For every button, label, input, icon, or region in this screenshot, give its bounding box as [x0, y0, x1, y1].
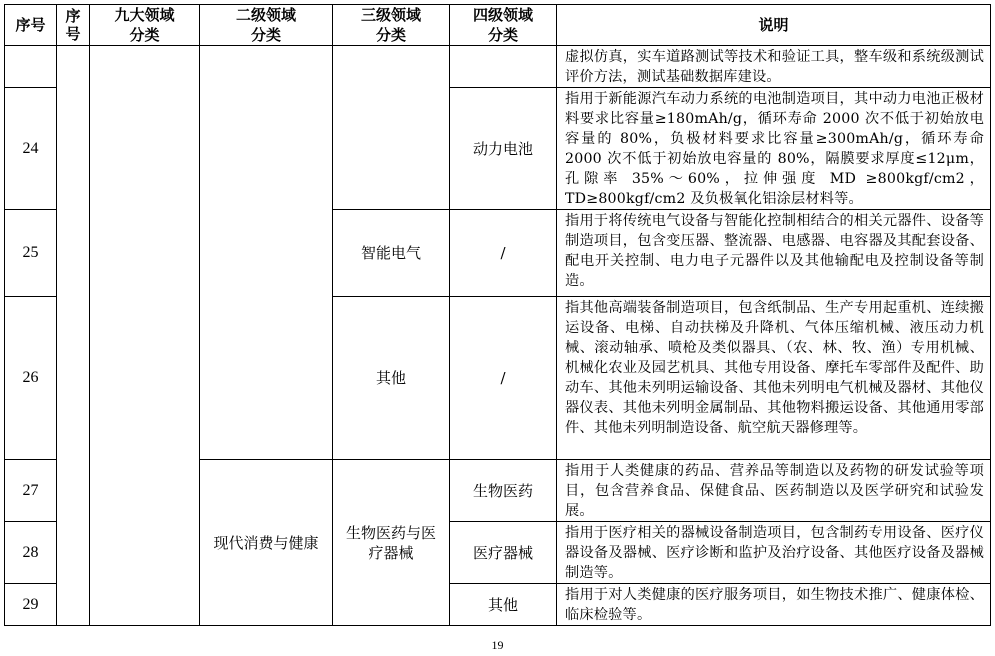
- row-level3: 智能电气: [333, 210, 450, 297]
- row-seq: 24: [5, 88, 57, 210]
- row-level4: [450, 46, 557, 88]
- row-desc: 指用于人类健康的药品、营养品等制造以及药物的研发试验等项目，包含营养食品、保健食品、医药制造以及医学研究和试验发展。: [557, 460, 991, 522]
- row-desc: 指其他高端装备制造项目，包含纸制品、生产专用起重机、连续搬运设备、电梯、自动扶梯及升降机、气体压缩机械、液压动力机械、滚动轴承、喷枪及类似器具、（农、林、牧、渔）专用机械、机械化农业及园艺机具、其他专用设备、摩托车零部件及配件、助动车、其他未列明运输设备、其他未列明电气机械及器材、其他仪器仪表、其他未列明金属制品、其他物料搬运设备、其他通用零部件、其他未列明制造设备、航空航天器修理等。: [557, 297, 991, 460]
- row-level4: /: [450, 210, 557, 297]
- row-seq: 27: [5, 460, 57, 522]
- row-level3: 其他: [333, 297, 450, 460]
- level2-health: 现代消费与健康: [200, 460, 333, 626]
- row-level4: 其他: [450, 584, 557, 626]
- row-desc: 指用于医疗相关的器械设备制造项目，包含制药专用设备、医疗仪器设备及器械、医疗诊断和监护及治疗设备、其他医疗设备及器械制造等。: [557, 522, 991, 584]
- header-level9: 九大领域分类: [90, 5, 200, 46]
- page-number: 19: [491, 638, 504, 652]
- row-level4: 医疗器械: [450, 522, 557, 584]
- level2-merged-upper: [200, 46, 333, 460]
- row-seq: 25: [5, 210, 57, 297]
- row-seq: 29: [5, 584, 57, 626]
- row-seq: 28: [5, 522, 57, 584]
- row-desc: 指用于将传统电气设备与智能化控制相结合的相关元器件、设备等制造项目，包含变压器、整流器、电感器、电容器及其配套设备、配电开关控制、电力电子元器件以及其他输配电及控制设备等制造。: [557, 210, 991, 297]
- row-desc: 虚拟仿真，实车道路测试等技术和验证工具，整车级和系统级测试评价方法，测试基础数据库建设。: [557, 46, 991, 88]
- header-seq-2: 序号: [57, 5, 90, 46]
- table-row: [5, 46, 991, 88]
- level9-merged: [90, 46, 200, 626]
- header-level4: 四级领域分类: [450, 5, 557, 46]
- header-seq: 序号: [5, 5, 57, 46]
- header-level3: 三级领域分类: [333, 5, 450, 46]
- level3-merged-upper: [333, 46, 450, 210]
- header-desc: 说明: [557, 5, 991, 46]
- row-desc: 指用于新能源汽车动力系统的电池制造项目，其中动力电池正极材料要求比容量≥180mAh/g，循环寿命 2000 次不低于初始放电容量的 80%，负极材料要求比容量≥300mAh/g，循环寿命 2000 次不低于初始放电容量的 80%，隔膜要求厚度≤12μm，孔隙率 35%～60%，拉伸强度 MD ≥800kgf/cm2，TD≥800kgf/cm2 及负极氧化铝涂层材料等。: [557, 88, 991, 210]
- row-level4: 生物医药: [450, 460, 557, 522]
- category-table: [4, 4, 991, 626]
- row-desc: 指用于对人类健康的医疗服务项目，如生物技术推广、健康体检、临床检验等。: [557, 584, 991, 626]
- row-level4: 动力电池: [450, 88, 557, 210]
- row-seq: 26: [5, 297, 57, 460]
- seq2-merged: [57, 46, 90, 626]
- row-seq: [5, 46, 57, 88]
- header-level2: 二级领域分类: [200, 5, 333, 46]
- row-level4: /: [450, 297, 557, 460]
- level3-bio: 生物医药与医疗器械: [333, 460, 450, 626]
